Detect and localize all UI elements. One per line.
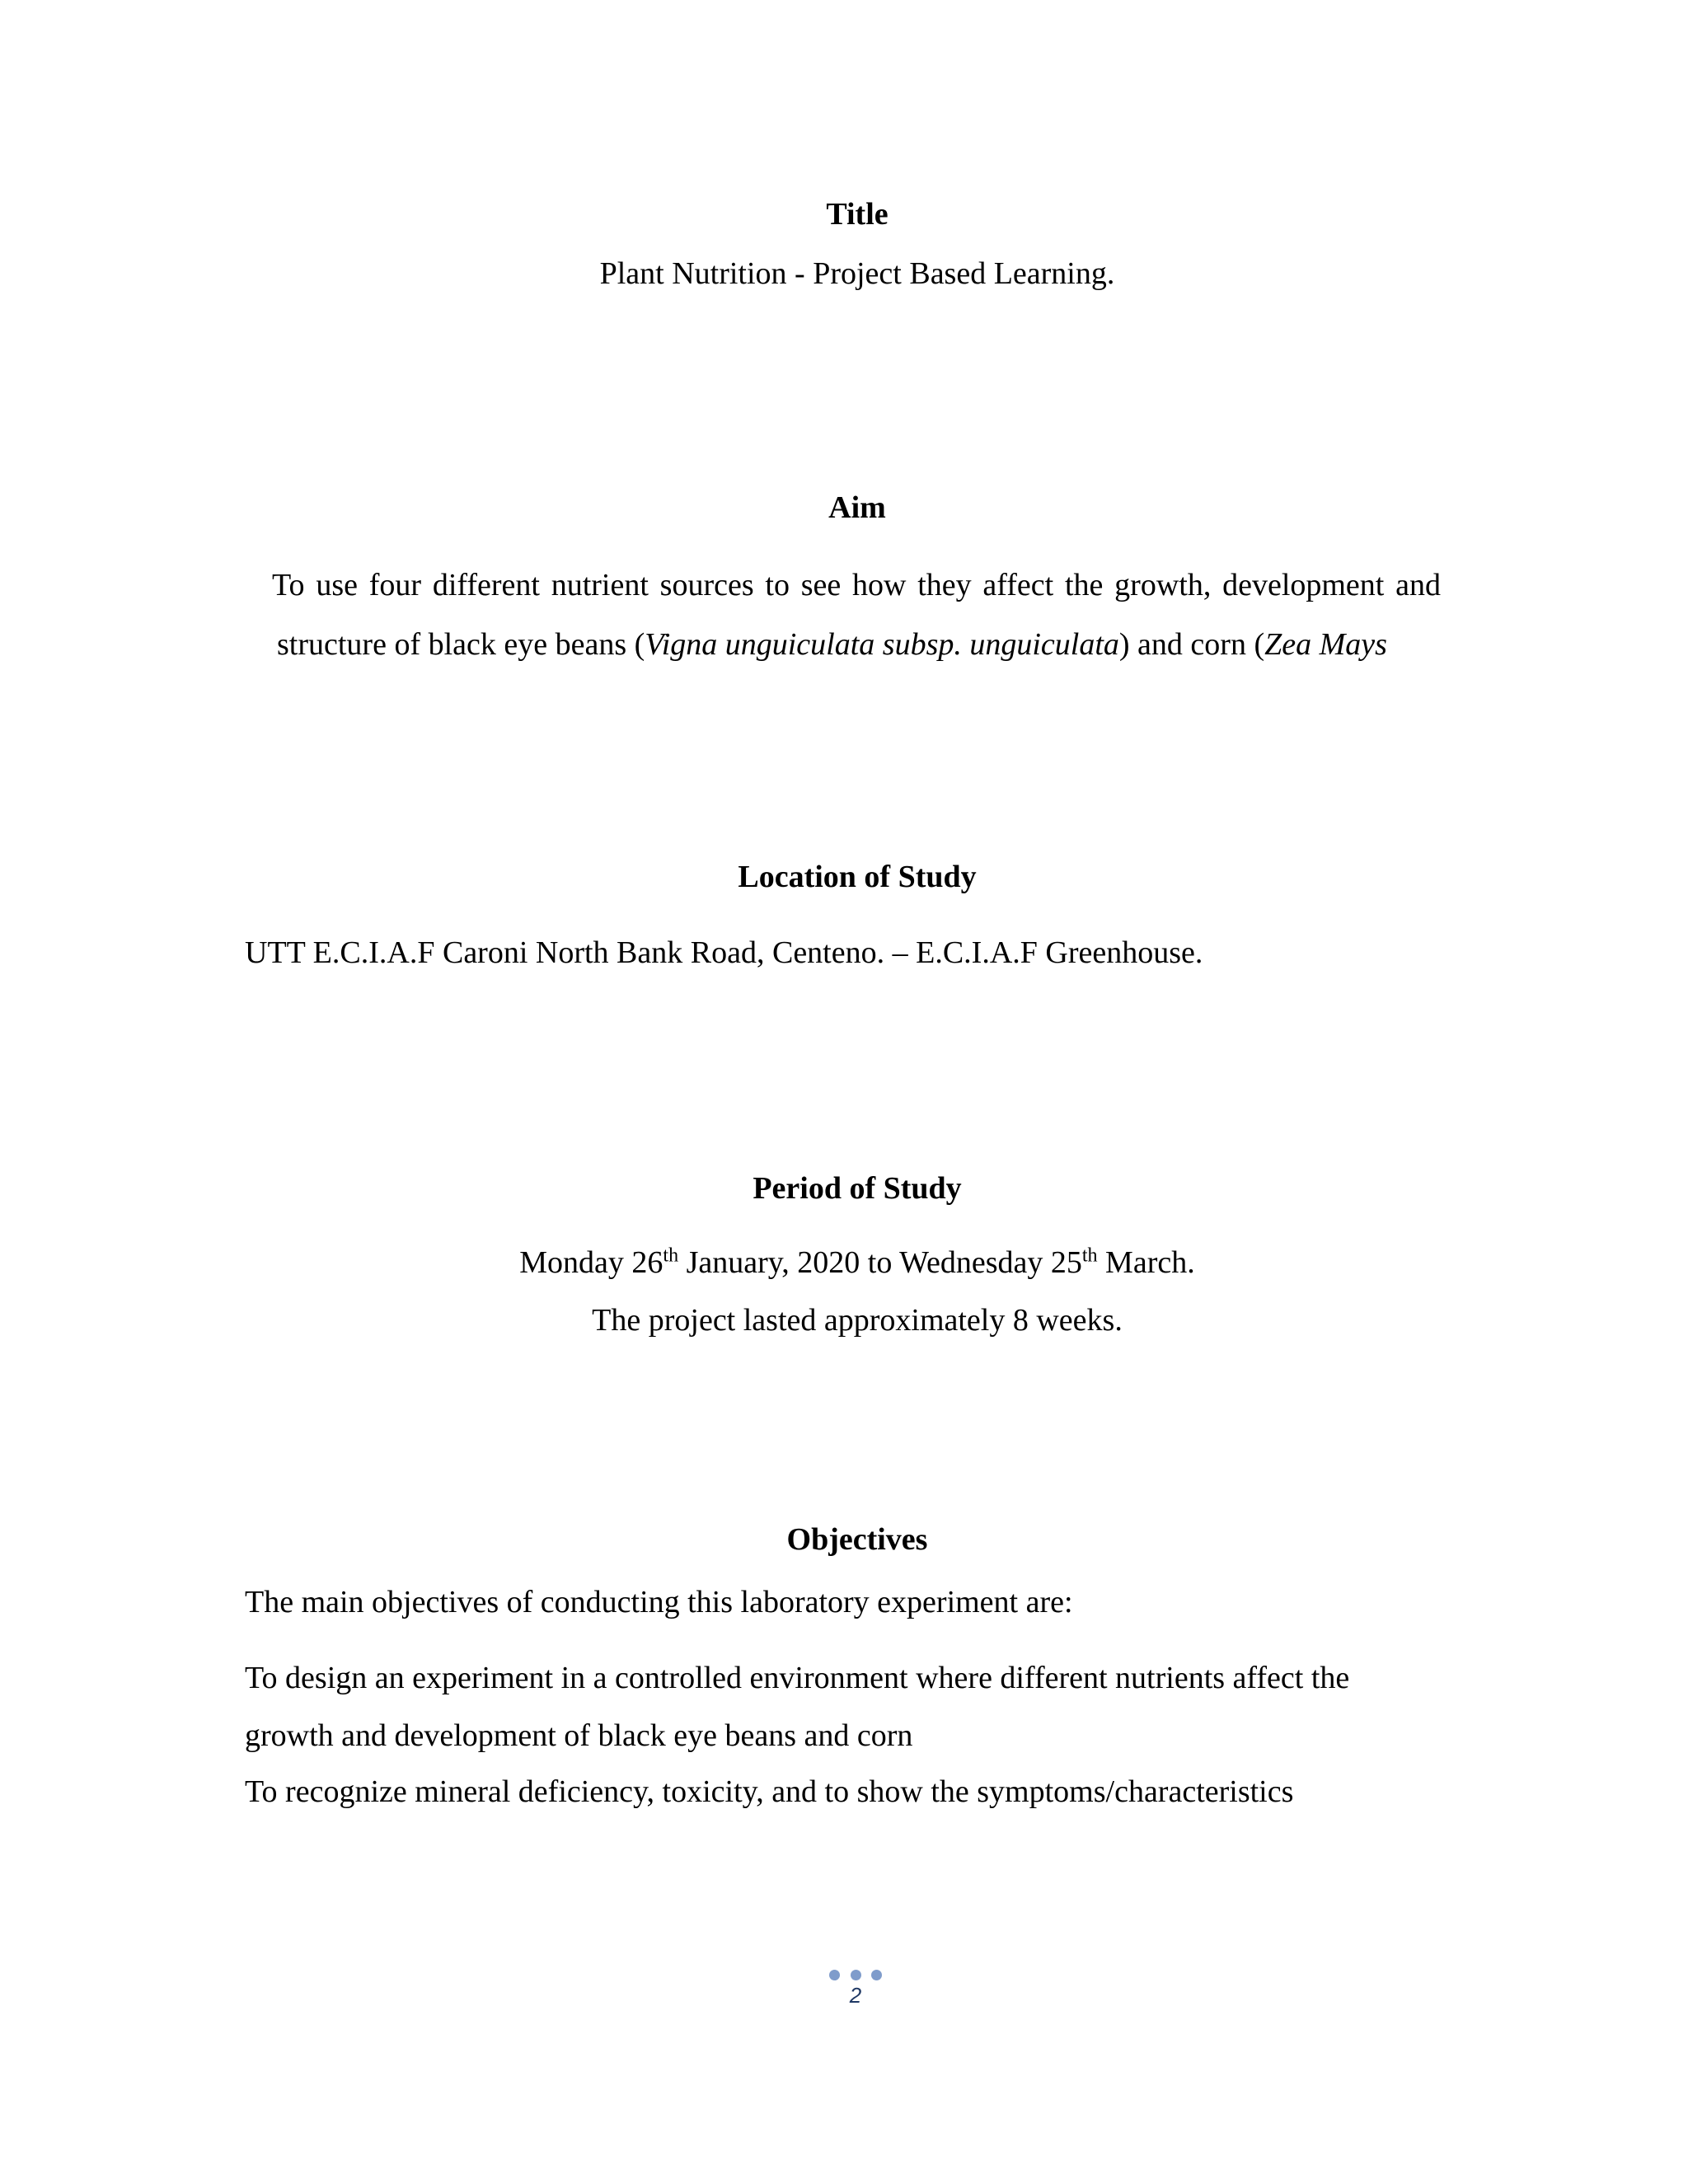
period-dates [0,1243,1688,1282]
objective-item-1-line1: To design an experiment in a controlled environment where different nutrients affect the [245,1661,1350,1695]
dot-icon [829,1970,840,1980]
species-name-corn: Zea Mays [1264,627,1387,662]
aim-text-segment: structure of black eye beans ( [277,627,645,662]
species-name-beans: Vigna unguiculata subsp. unguiculata [645,627,1119,662]
location-heading: Location of Study [738,860,977,894]
objectives-heading: Objectives [786,1522,928,1557]
period-text-segment: January, 2020 to Wednesday 25 [678,1245,1082,1280]
aim-text-segment: ) and corn ( [1118,627,1265,662]
period-duration: The project lasted approximately 8 weeks. [592,1303,1123,1338]
aim-heading: Aim [828,490,886,525]
objective-item-1-line2: growth and development of black eye beans and corn [245,1718,913,1753]
dot-icon [871,1970,882,1980]
page-number: 2 [849,1983,862,2008]
ordinal-suffix: th [1081,1244,1098,1267]
aim-text-line1: To use four different nutrient sources to see how they affect the growth, development and [272,568,1441,602]
location-text: UTT E.C.I.A.F Caroni North Bank Road, Centeno. – E.C.I.A.F Greenhouse. [245,935,1203,970]
ordinal-suffix: th [663,1244,679,1267]
title-text: Plant Nutrition - Project Based Learning. [599,256,1115,291]
objectives-intro: The main objectives of conducting this laboratory experiment are: [245,1585,1073,1619]
footer-dots-ornament [829,1970,882,1981]
period-heading: Period of Study [753,1171,962,1206]
aim-text-line2 [277,615,1441,674]
dot-icon [851,1970,861,1980]
title-heading: Title [826,197,889,232]
objective-item-2: To recognize mineral deficiency, toxicity, and to show the symptoms/characteristics [245,1774,1294,1809]
period-text-segment: Monday 26 [519,1245,663,1280]
period-text-segment: March. [1097,1245,1195,1280]
